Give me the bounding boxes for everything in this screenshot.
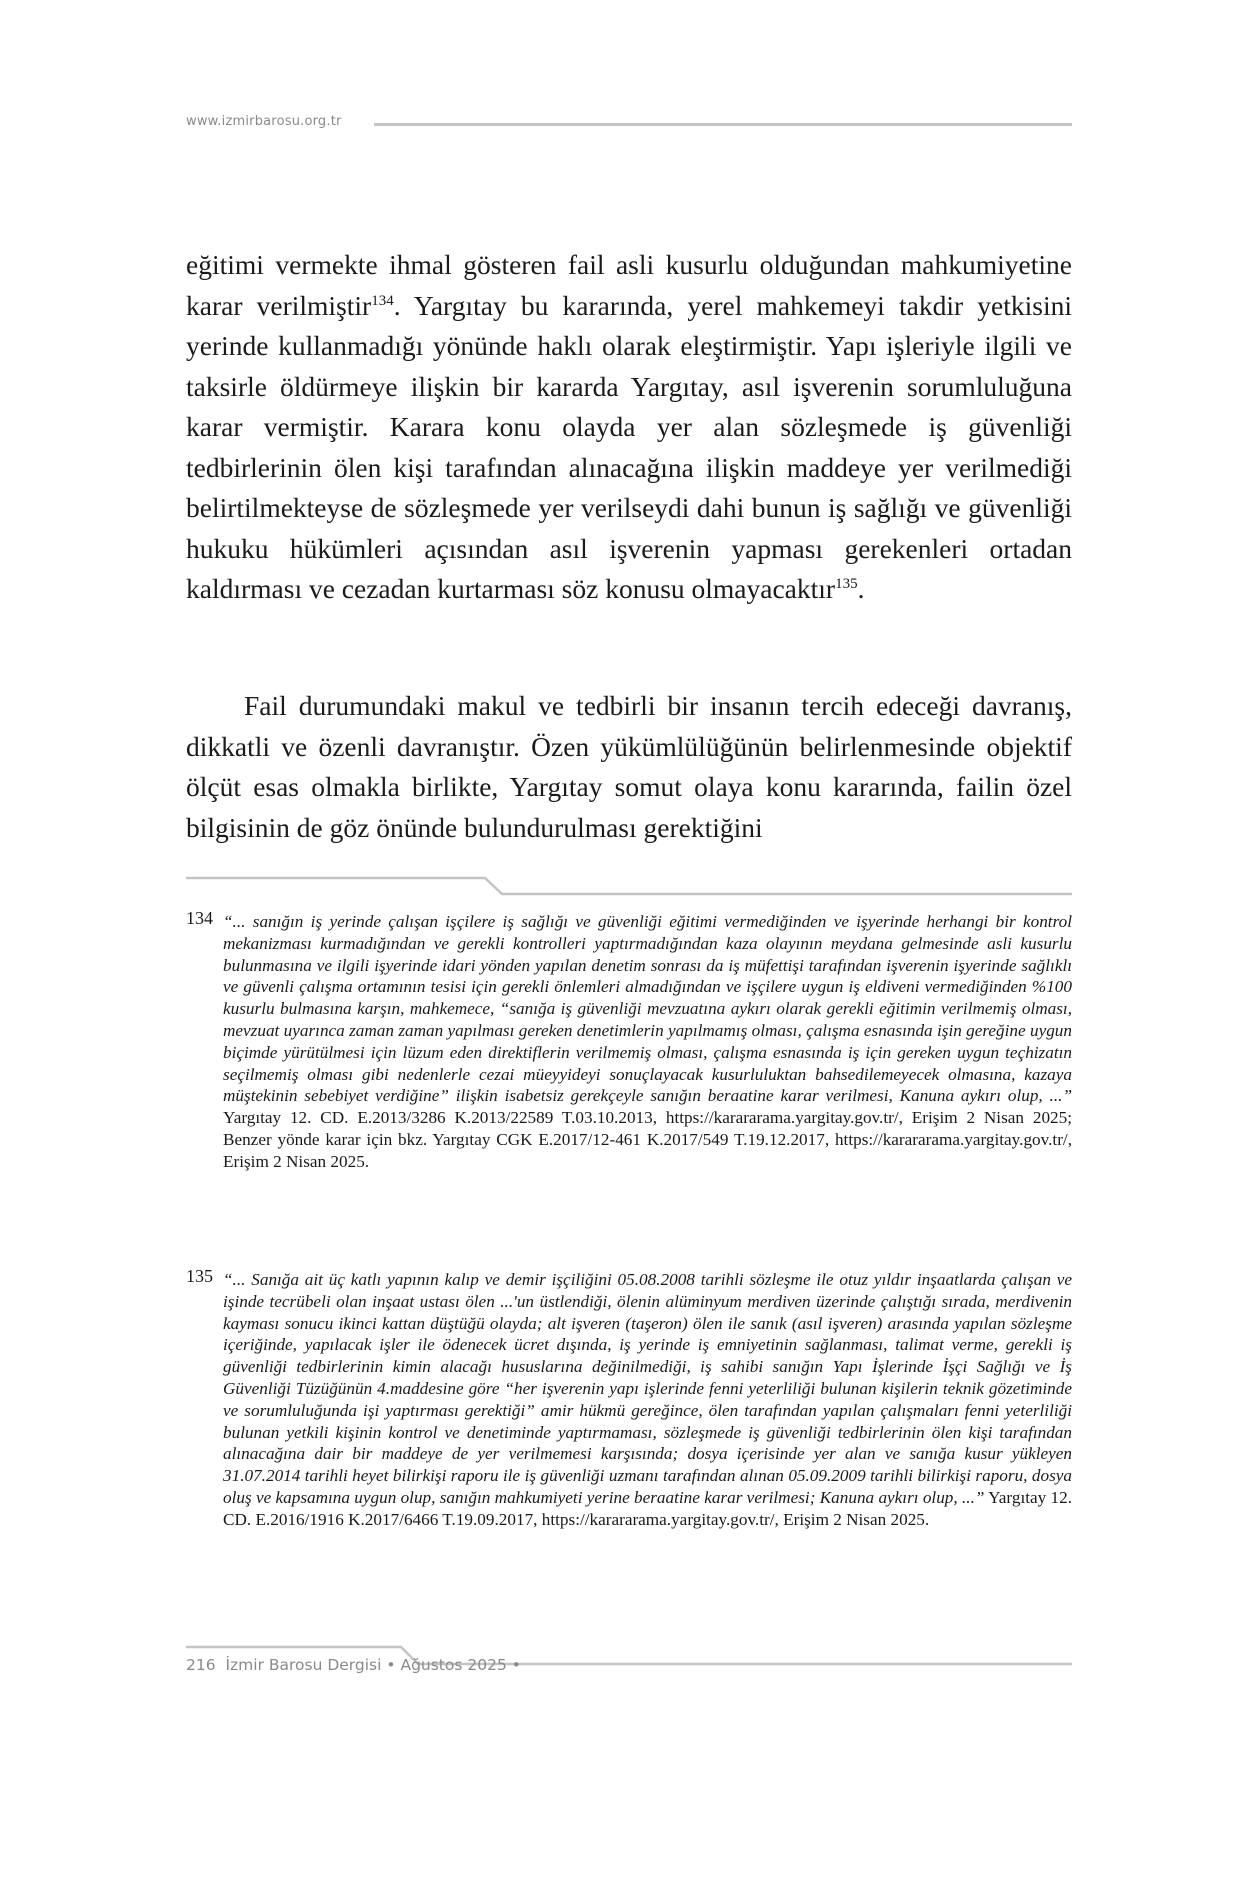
footnote-text xyxy=(223,911,1072,1173)
paragraph-text: . Yargıtay bu kararında, yerel mahkemeyi takdir yetkisini yerinde kullanmadığı yönünde haklı olarak eleştirmiştir. Yapı işleriyle ilgili ve taksirle öldürmeye ilişkin bir kararda Yargıtay, asıl işverenin sorumluluğuna karar vermiştir. Karara konu olayda yer alan sözleşmede iş güvenliği tedbirlerinin ölen kişi tarafından alınacağına ilişkin maddeye yer verilmediği belirtilmekteyse de sözleşmede yer verilseydi dahi bunun iş sağlığı ve güvenliği hukuku hükümleri açısından asıl işverenin yapması gerekenleri ortadan kaldırması ve cezadan kurtarması söz konusu olmayacaktır xyxy=(186,289,1073,604)
page-number: 216 xyxy=(186,1656,216,1674)
footnote-135 xyxy=(186,1266,1072,1531)
footnote-ref-134[interactable]: 134 xyxy=(371,292,394,309)
footnote-number: 135 xyxy=(186,1266,213,1286)
bullet-separator: • xyxy=(511,1656,521,1674)
body-paragraph-2: Fail durumundaki makul ve tedbirli bir insanın tercih edeceği davranış, dikkatli ve özenli davranıştır. Özen yükümlülüğünün belirlenmesinde objektif ölçüt esas olmakla birlikte, Yargıtay somut olaya konu kararında, failin özel bilgisinin de göz önünde bulundurulması gerektiğini xyxy=(186,690,1072,843)
footnote-quote: “... sanığın iş yerinde çalışan işçilere iş sağlığı ve güvenliği eğitimi vermediğinden ve işyerinde herhangi bir kontrol mekanizması kurmadığından ve gerekli kontrolleri yaptırmadığından kaza olayının meydana gelmesinde asli kusurlu bulunmasına ve ilgili işyerinde idari yönden yapılan denetim sonrası da iş müfettişi tarafından işverenin işyerinde sağlıklı ve güvenli çalışma ortamının tesisi için gerekli önlemleri almadığından ve işçilere uygun iş eldiveni vermediğinden %100 kusurlu bulmasına karşın, mahkemece, “sanığa iş güvenliği mevzuatına aykırı olarak gerekli eğitimin verilmemiş olması, mevzuat uyarınca zaman zaman yapılması gereken denetimlerin yapılmamış olması, çalışma esnasında işin gereğine uygun biçimde yürütülmesi için lüzum eden direktiflerin verilmemiş olması, çalışma esnasında iş için gereken uygun teçhizatın seçilmemiş olması gibi nedenlerle cezai müeyyideyi sonuçlayacak kusurluluktan bahsedilemeyecek olmasına, kazaya müştekinin sebebiyet verdiğine” ilişkin isabetsiz gerekçeyle sanığın beraatine karar verilmesi, Kanuna aykırı olup, ...” xyxy=(223,912,1072,1106)
page-footer xyxy=(186,1656,521,1674)
footnote-134 xyxy=(186,908,1072,1173)
journal-name: İzmir Barosu Dergisi xyxy=(225,1656,382,1674)
footnote-quote: “... Sanığa ait üç katlı yapının kalıp ve demir işçiliğini 05.08.2008 tarihli sözleşme ile otuz yıldır inşaatlarda çalışan ve işinde tecrübeli olan inşaat ustası ölen ...'un üstlendiği, ölenin alüminyum merdiven üzerinde çalıştığı sırada, merdivenin kayması sonucu ikinci kattan düştüğü olayda; alt işveren (taşeron) ölen ile sanık (asıl işveren) arasında yapılan sözleşme içeriğinde, yapılacak işler ile ödenecek ücret dışında, iş yerinde iş emniyetinin sağlanması, talimat verme, gerekli iş güvenliği tedbirlerinin kimin alacağı hususlarına değinilmediği, iş sahibi sanığın Yapı İşlerinde İşçi Sağlığı ve İş Güvenliği Tüzüğünün 4.maddesine göre “her işverenin yapı işlerinde fenni yeterliliği bulunan kişilerin teknik gözetiminde ve sorumluluğunda işi yaptırması gerektiği” amir hükmü gereğince, ölen tarafından yapılan çalışmaları fenni yeterliliği bulunan yetkili kişinin kontrol ve denetiminde yaptırmaması, sözleşmede iş güvenliği tedbirlerinin ölen kişi tarafından alınacağına dair bir maddeye de yer verilmemesi karşısında; dosya içerisinde yer alan ve sanığa kusur yükleyen 31.07.2014 tarihli heyet bilirkişi raporu ile iş güvenliği uzmanı tarafından alınan 05.09.2009 tarihli bilirkişi raporu, dosya oluş ve kapsamına uygun olup, sanığın mahkumiyeti yerine beraatine karar verilmesi; Kanuna aykırı olup, ...” xyxy=(223,1270,1072,1507)
paragraph-text: eğitimi vermekte ihmal gösteren fail asli kusurlu olduğundan mahkumiyetine karar verilmiştir xyxy=(186,249,1072,321)
footnote-number: 134 xyxy=(186,908,213,928)
body-paragraph-1 xyxy=(186,245,1072,610)
footnote-citation: Yargıtay 12. CD. E.2016/1916 K.2017/6466 T.19.09.2017, https://karararama.yargitay.gov.tr/, Erişim 2 Nisan 2025. xyxy=(223,1487,1072,1529)
paragraph-text: . xyxy=(857,573,865,604)
footnote-ref-135[interactable]: 135 xyxy=(835,575,858,592)
footnote-text xyxy=(223,1269,1072,1531)
issue-date: Ağustos 2025 xyxy=(400,1656,507,1674)
header-website: www.izmirbarosu.org.tr xyxy=(186,114,342,129)
bullet-separator: • xyxy=(386,1656,396,1674)
footnote-separator xyxy=(186,878,1072,894)
footnote-citation: Yargıtay 12. CD. E.2013/3286 K.2013/22589 T.03.10.2013, https://karararama.yargitay.gov.tr/, Erişim 2 Nisan 2025; Benzer yönde karar için bkz. Yargıtay CGK E.2017/12-461 K.2017/549 T.19.12.2017, https://karararama.yargitay.gov.tr/, Erişim 2 Nisan 2025. xyxy=(223,1108,1072,1171)
